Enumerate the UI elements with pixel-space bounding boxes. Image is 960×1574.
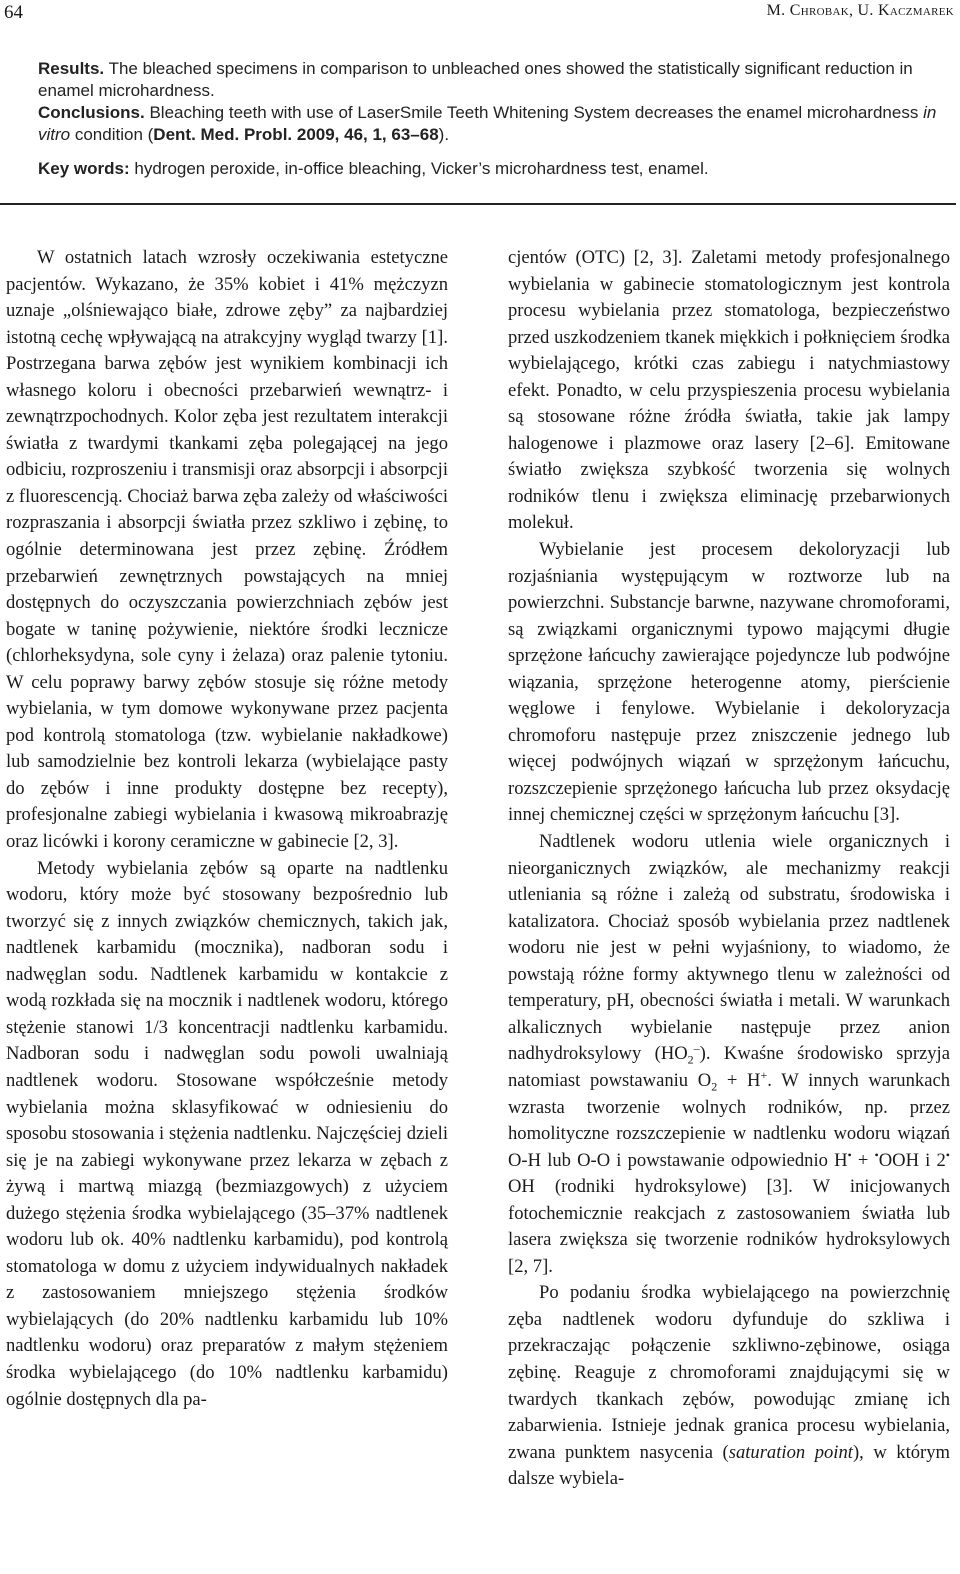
conclusions-end: ). [438,125,450,144]
abstract [38,58,958,180]
left-column [6,245,448,1413]
right-paragraph-diffusion [508,1280,950,1492]
peroxide-text-a: Nadtlenek wodoru utlenia wiele organicznych i nieorganicznych związków, ale mechanizmy reakcji utleniania są różne i zależą od substratu, środowiska i katalizatora. Chociaż sposób wybielania przez nadtlenek wodoru nie jest w pełni wyjaśniony, to wiadomo, że powstają różne formy aktywnego tlenu w zależności od temperatury, pH, obecności światła i metali. W warunkach alkalicznych wybielanie następuje przez anion nadhydroksylowy (HO [508,831,950,1065]
page-number: 64 [4,2,23,23]
results-label: Results. [38,59,105,78]
peroxide-text-c: + H [717,1069,761,1091]
conclusions-text-1: Bleaching teeth with use of LaserSmile Teeth Whitening System decreases the enamel microhardness [149,103,924,122]
radical-dot-3: • [945,1147,950,1162]
superscript-plus: + [760,1067,768,1082]
abstract-conclusions [38,102,958,146]
subscript-o2: 2 [711,1079,718,1094]
saturation-point-italic: saturation point [728,1441,853,1463]
peroxide-text-b: ). Kwaśne środowisko sprzyja natomiast powstawaniu O [508,1043,950,1091]
conclusions-text-2: condition ( [70,125,154,144]
radical-dot-2: • [874,1147,879,1162]
subscript-2: 2 [687,1053,694,1068]
diffusion-text-b: ), w którym dalsze wybiela- [508,1441,951,1490]
right-paragraph-continued: cjentów (OTC) [2, 3]. Zaletami metody profesjonalnego wybielania w gabinecie stomatologicznym jest kontrola procesu wybielania przez stomatologa, bezpieczeństwo przed uszkodzeniem tkanek miękkich i połknięciem środka wybielającego, krótki czas zabiegu i natychmiastowy efekt. Ponadto, w celu przyspieszenia procesu wybielania są stosowane różne źródła światła, takie jak lampy halogenowe i plazmowe oraz lasery [2–6]. Emitowane światło zwiększa szybkość tworzenia się wolnych rodników tlenu i zwiększa eliminację przebarwionych molekuł. [508,247,950,534]
right-column [508,245,950,1493]
right-paragraph-peroxide [508,829,950,1280]
right-paragraph-bleaching: Wybielanie jest procesem dekoloryzacji lub rozjaśniania występującym w roztworze lub na powierzchni. Substancje barwne, nazywane chromoforami, są związkami organicznymi typowo mającymi długie sprzężone łańcuchy zawierające pojedyncze lub podwójne wiązania, sprzężone heterogenne atomy, pierścienie węglowe i fenylowe. Wybielanie i dekoloryzacja chromoforu następuje przez zniszczenie jednego lub więcej podwójnych wiązań w sprzężonym łańcuchu, rozszczepienie sprzężonego łańcucha lub przez oksydację innej chemicznej części w sprzężonym łańcuchu [3]. [508,539,950,826]
left-paragraph-1: W ostatnich latach wzrosły oczekiwania estetyczne pacjentów. Wykazano, że 35% kobiet i 41% mężczyzn uznaje „olśniewająco białe, zdrowe zęby” za najbardziej istotną cechę wpływającą na atrakcyjny wygląd twarzy [1]. Postrzegana barwa zębów jest wynikiem kombinacji ich własnego koloru i obecności przebarwień wewnątrz- i zewnątrzpochodnych. Kolor zęba jest rezultatem interakcji światła z twardymi tkankami zęba polegającej na jego odbiciu, rozproszeniu i transmisji oraz absorpcji i absorpcji z fluorescencją. Chociaż barwa zęba zależy od właściwości rozpraszania i absorpcji światła przez szkliwo i zębinę, to ogólnie determinowana jest przez zębinę. Źródłem przebarwień zewnętrznych powstających na mniej dostępnych do oczyszczania powierzchniach zębów jest bogate w taninę pożywienie, niektóre środki lecznicze (chlorheksydyna, sole cyny i żelaza) oraz palenie tytoniu. W celu poprawy barwy zębów stosuje się różne metody wybielania, w tym domowe wykonywane przez pacjenta pod kontrolą stomatologa (tzw. wybielanie nakładkowe) lub samodzielnie bez kontroli lekarza (wybielające pasty do zębów i inne produkty dostępne bez recepty), profesjonalne zabiegi wybielania i kwasową mikroabrazję oraz licówki i korony ceramiczne w gabinecie [2, 3]. [6,247,448,853]
keywords-text: hydrogen peroxide, in-office bleaching, Vicker’s microhardness test, enamel. [134,159,709,178]
peroxide-text-e: + [851,1149,875,1171]
peroxide-text-g: OH (rodniki hydroksylowe) [3]. W inicjowanych fotochemicznie reakcjach z zastosowaniem światła lub lasera zwiększa się tworzenie rodników hydroksylowych [2, 7]. [508,1176,950,1277]
abstract-results [38,58,958,102]
peroxide-text-d: . W innych warunkach wzrasta tworzenie wolnych rodników, np. przez homolityczne rozszczepienie w nadtlenku wodoru wiązań O-H lub O-O i powstawanie odpowiednio H [508,1069,950,1171]
abstract-keywords [38,158,958,180]
radical-dot-1: • [847,1147,852,1162]
peroxide-text-f: OOH i 2 [878,1149,946,1171]
left-paragraph-2: Metody wybielania zębów są oparte na nadtlenku wodoru, który może być stosowany bezpośrednio lub tworzyć się z innych związków chemicznych, takich jak, nadtlenek karbamidu (mocznika), nadboran sodu i nadwęglan sodu. Nadtlenek karbamidu w kontakcie z wodą rozkłada się na mocznik i nadtlenek wodoru, którego stężenie stanowi 1/3 koncentracji nadtlenku karbamidu. Nadboran sodu i nadwęglan sodu powoli uwalniają nadtlenek wodoru. Stosowane współcześnie metody wybielania można sklasyfikować w odniesieniu do sposobu stosowania i stężenia nadtlenku. Najczęściej dzieli się je na zabiegi wykonywane przez lekarza w zębach z żywą i martwą miazgą (bezmiazgowych) z użyciem dużego stężenia środka wybielającego (35–37% nadtlenek wodoru lub ok. 40% nadtlenku karbamidu), pod kontrolą stomatologa w domu z użyciem indywidualnych nakładek z zastosowaniem mniejszego stężenia środków wybielających (do 20% nadtlenku karbamidu lub 10% nadtlenku wodoru) oraz preparatów z małym stężeniem środka wybielającego (do 10% nadtlenku karbamidu) ogólnie dostępnych dla pa- [6,857,448,1410]
results-text: The bleached specimens in comparison to unbleached ones showed the statistically significant reduction in enamel microhardness. [38,59,913,100]
diffusion-text-a: Po podaniu środka wybielającego na powierzchnię zęba nadtlenek wodoru dyfunduje do szkliwa i przekraczając połączenie szkliwno-zębinowe, osiąga zębinę. Reaguje z chromoforami znajdującymi się w twardych tkankach zębów, powodując zmianę ich zabarwienia. Istnieje jednak granica procesu wybielania, zwana punktem nasycenia ( [508,1282,950,1463]
in-vitro-italic: in vitro [38,103,937,144]
keywords-label: Key words: [38,159,130,178]
conclusions-label: Conclusions. [38,103,145,122]
citation: Dent. Med. Probl. 2009, 46, 1, 63–68 [153,125,439,144]
abstract-divider [0,203,956,205]
authors-text: M. Chrobak, U. Kaczmarek [766,2,954,19]
superscript-minus: – [693,1041,700,1056]
running-head-authors [767,2,954,20]
